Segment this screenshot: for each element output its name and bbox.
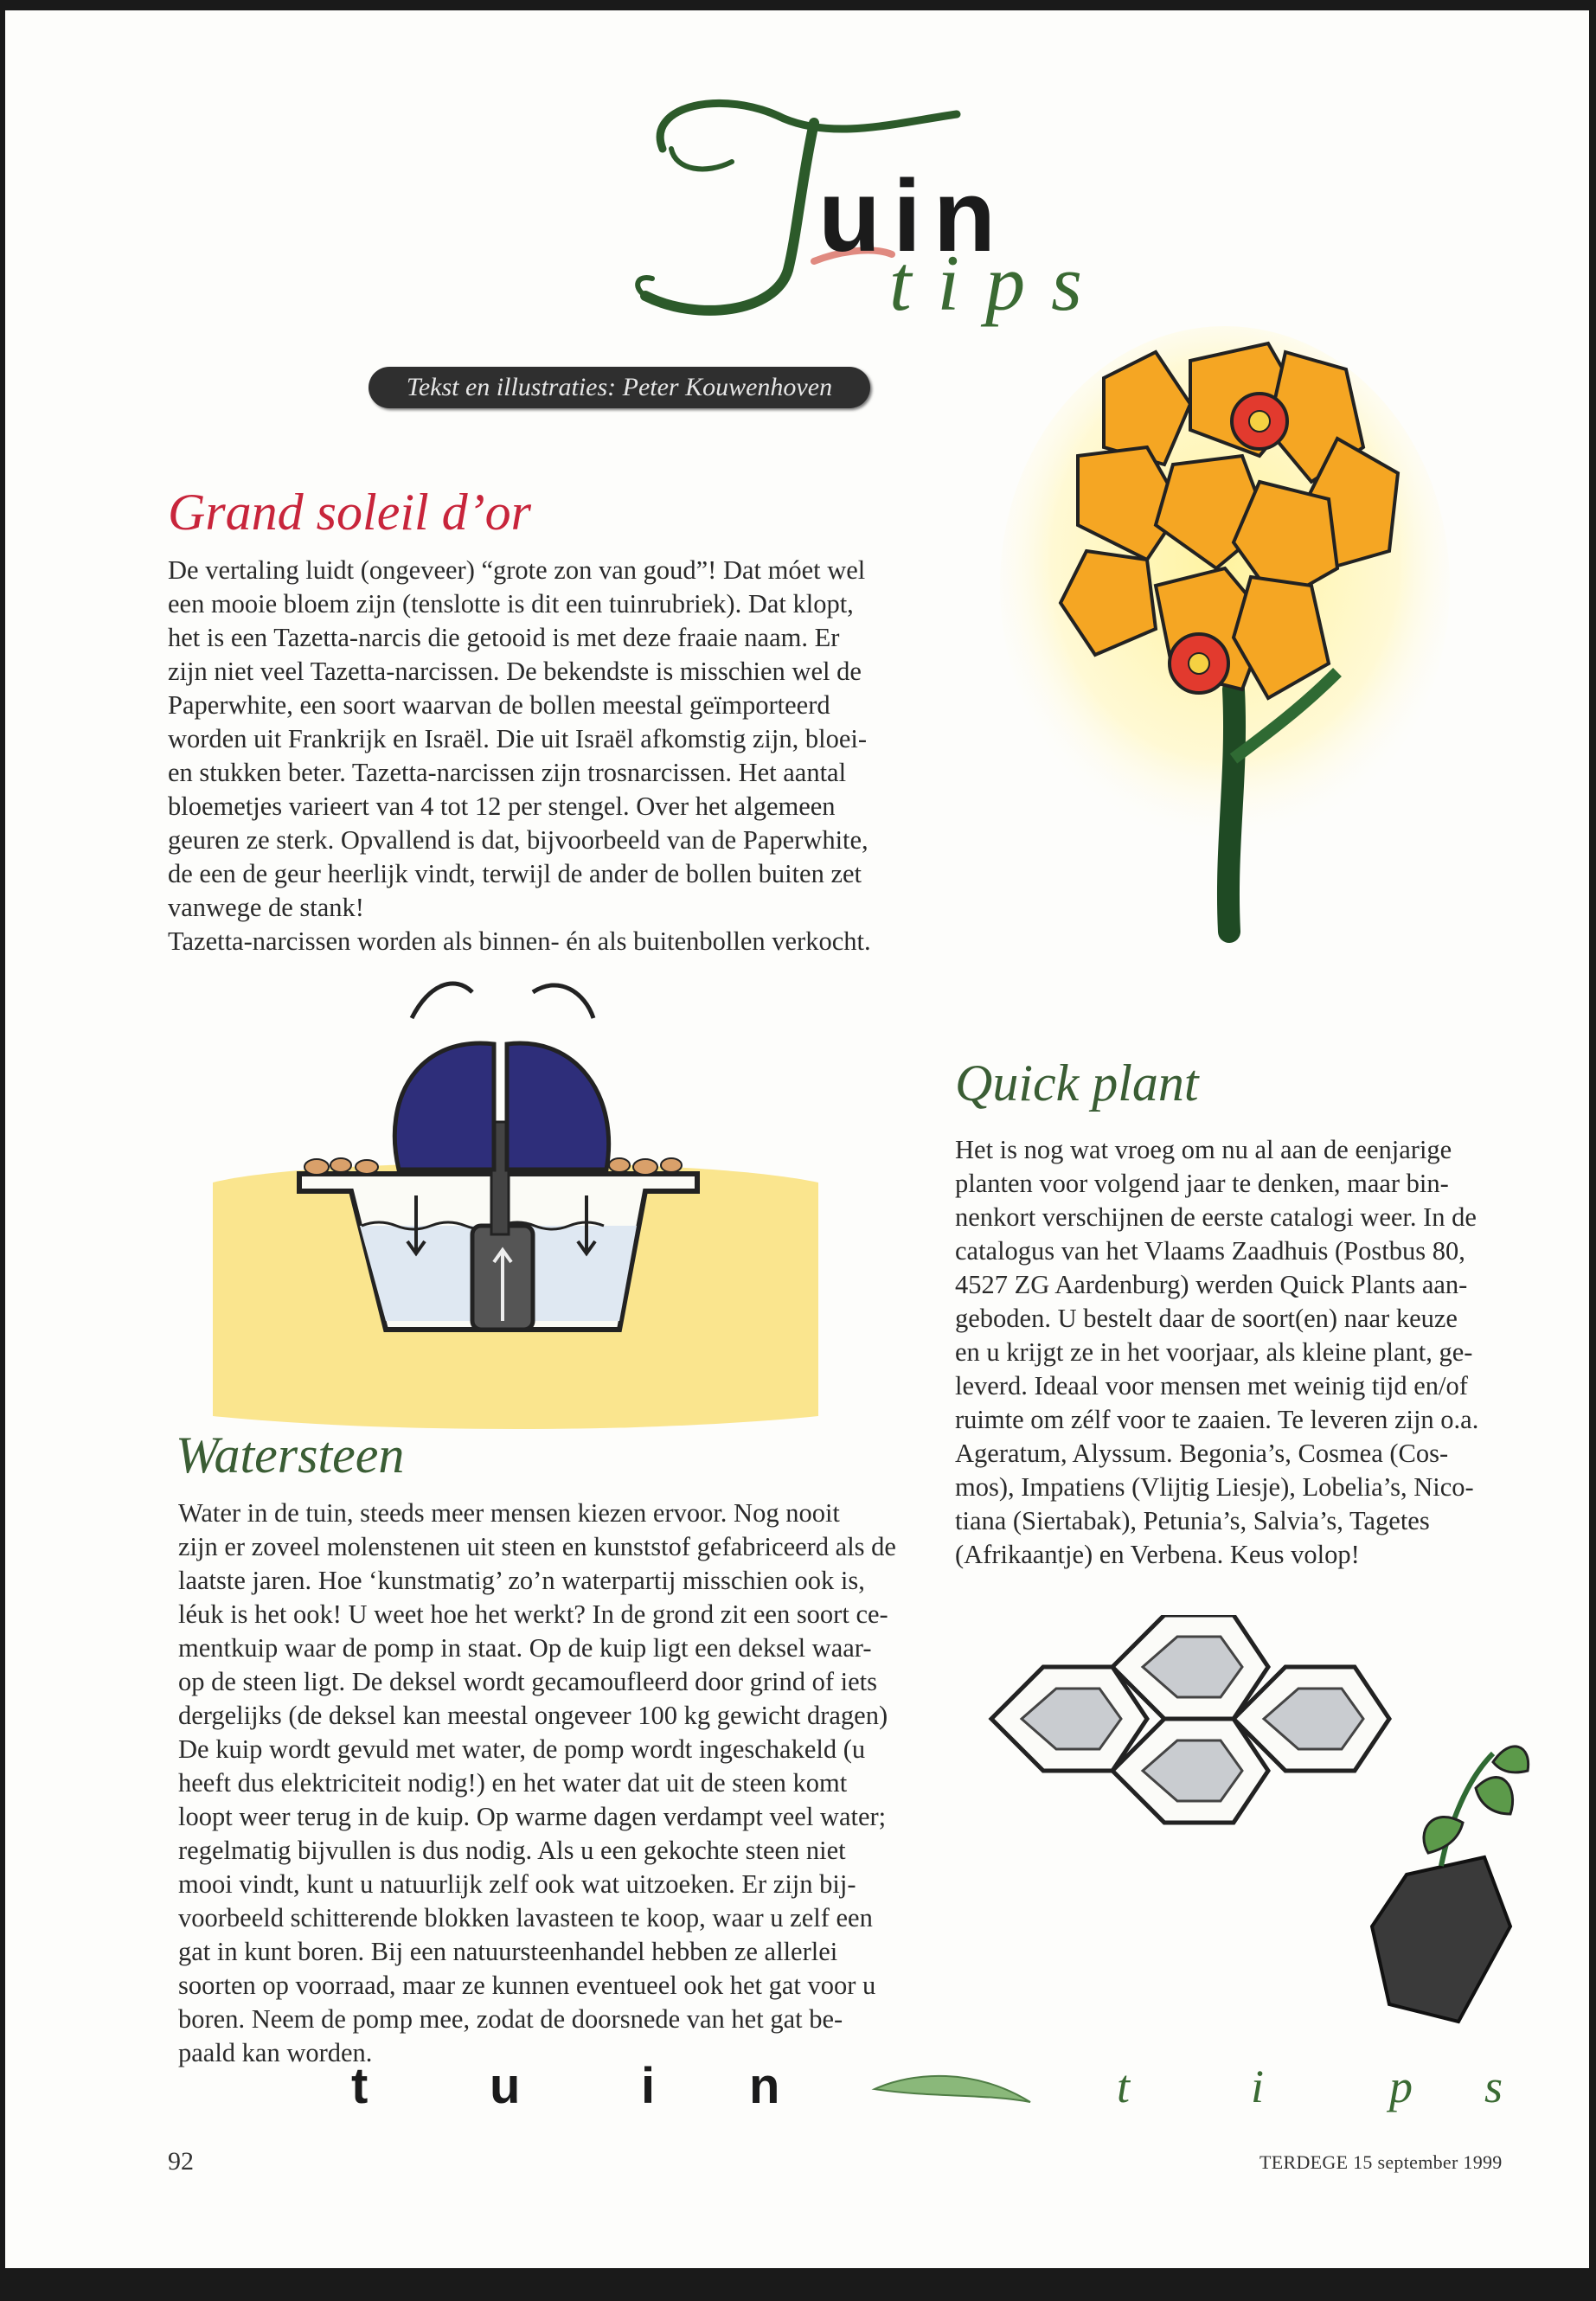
leaf-swash-icon xyxy=(870,2067,1035,2111)
body-line: een mooie bloem zijn (tenslotte is dit een tuinrubriek). Dat klopt, xyxy=(168,589,854,619)
article-title-grand-soleil: Grand soleil d’or xyxy=(168,484,531,541)
body-line: Paperwhite, een soort waarvan de bollen meestal geïmporteerd xyxy=(168,690,830,720)
watersteen-illustration xyxy=(213,966,818,1433)
body-line: voorbeeld schitterende blokken lavasteen te koop, waar u zelf een xyxy=(178,1903,873,1932)
body-line: 4527 ZG Aardenburg) werden Quick Plants aan- xyxy=(955,1270,1468,1299)
body-line: en stukken beter. Tazetta-narcissen zijn trosnarcissen. Het aantal xyxy=(168,758,847,787)
body-line: tiana (Siertabak), Petunia’s, Salvia’s, Tagetes xyxy=(955,1506,1430,1535)
body-line: zijn er zoveel molenstenen uit steen en kunststof gefabriceerd als de xyxy=(178,1532,896,1561)
footer-letter: t xyxy=(1117,2061,1131,2112)
body-line: geboden. U bestelt daar de soort(en) naar keuze xyxy=(955,1304,1458,1333)
footer-letter: t xyxy=(351,2058,369,2114)
body-line: planten voor volgend jaar te denken, maar bin- xyxy=(955,1169,1449,1198)
body-line: léuk is het ook! U weet hoe het werkt? In de grond zit een soort ce- xyxy=(178,1599,888,1629)
body-line: bloemetjes varieert van 4 tot 12 per stengel. Over het algemeen xyxy=(168,792,836,821)
body-line: Ageratum, Alyssum. Begonia’s, Cosmea (Cos- xyxy=(955,1439,1449,1468)
body-line: soorten op voorraad, maar ze kunnen eventueel ook het gat voor u xyxy=(178,1971,876,2000)
body-line: op de steen ligt. De deksel wordt gecamoufleerd door grind of iets xyxy=(178,1667,878,1696)
body-line: heeft dus elektriciteit nodig!) en het water dat uit de steen komt xyxy=(178,1768,848,1798)
body-line: loopt weer terug in de kuip. Op warme dagen verdampt veel water; xyxy=(178,1802,887,1831)
issue-line: TERDEGE 15 september 1999 xyxy=(1259,2151,1503,2173)
magazine-page xyxy=(5,10,1589,2268)
footer-running-title xyxy=(351,2058,1580,2114)
masthead-subtitle: tips xyxy=(889,239,1108,327)
body-line: worden uit Frankrijk en Israël. Die uit Israël afkomstig zijn, bloei- xyxy=(168,724,868,753)
body-line: paald kan worden. xyxy=(178,2038,373,2067)
body-line: (Afrikaantje) en Verbena. Keus volop! xyxy=(955,1540,1360,1569)
body-line: de een de geur heerlijk vindt, terwijl de ander de bollen buiten zet xyxy=(168,859,862,888)
body-line: laatste jaren. Hoe ‘kunstmatig’ zo’n waterpartij misschien ook is, xyxy=(178,1566,865,1595)
body-line: en u krijgt ze in het voorjaar, als kleine plant, ge- xyxy=(955,1337,1473,1367)
body-line: mooi vindt, kunt u natuurlijk zelf ook wat uitzoeken. Er zijn bij- xyxy=(178,1869,856,1899)
body-line: geuren ze sterk. Opvallend is dat, bijvoorbeeld van de Paperwhite, xyxy=(168,825,869,855)
article-title-watersteen: Watersteen xyxy=(176,1426,405,1484)
body-line: zijn niet veel Tazetta-narcissen. De bekendste is misschien wel de xyxy=(168,657,862,686)
body-line: De kuip wordt gevuld met water, de pomp wordt ingeschakeld (u xyxy=(178,1734,866,1764)
body-line: regelmatig bijvullen is dus nodig. Als u een gekochte steen niet xyxy=(178,1836,846,1865)
body-line: Tazetta-narcissen worden als binnen- én als buitenbollen verkocht. xyxy=(168,926,871,956)
body-line: dergelijks (de deksel kan meestal ongeveer 100 kg gewicht dragen) xyxy=(178,1701,888,1730)
body-line: catalogus van het Vlaams Zaadhuis (Postbus 80, xyxy=(955,1236,1465,1266)
footer-letter: i xyxy=(1251,2061,1265,2112)
page-number: 92 xyxy=(168,2147,194,2176)
body-line: gat in kunt boren. Bij een natuursteenhandel hebben ze allerlei xyxy=(178,1937,838,1966)
body-line: vanwege de stank! xyxy=(168,893,364,922)
article-body-quick-plant xyxy=(955,1133,1500,1572)
body-line: leverd. Ideaal voor mensen met weinig tijd en/of xyxy=(955,1371,1468,1400)
footer-letter: n xyxy=(749,2058,780,2114)
byline-badge: Tekst en illustraties: Peter Kouwenhoven xyxy=(369,367,870,408)
footer-letter: i xyxy=(641,2058,656,2114)
footer-letter: s xyxy=(1484,2061,1503,2112)
body-line: nenkort verschijnen de eerste catalogi weer. In de xyxy=(955,1202,1477,1232)
narcissus-illustration xyxy=(974,326,1458,949)
article-title-quick-plant: Quick plant xyxy=(955,1054,1199,1112)
body-line: mos), Impatiens (Vlijtig Liesje), Lobelia’s, Nico- xyxy=(955,1472,1474,1502)
masthead xyxy=(611,88,1216,348)
seedling-tray-illustration xyxy=(957,1615,1545,2039)
article-body-grand-soleil xyxy=(168,554,910,958)
footer-letter: u xyxy=(490,2058,521,2114)
footer-letter: p xyxy=(1389,2061,1413,2112)
body-line: boren. Neem de pomp mee, zodat de doorsnede van het gat be- xyxy=(178,2004,843,2034)
body-line: ruimte om zélf voor te zaaien. Te leveren zijn o.a. xyxy=(955,1405,1479,1434)
article-body-watersteen xyxy=(178,1497,922,2070)
body-line: het is een Tazetta-narcis die getooid is met deze fraaie naam. Er xyxy=(168,623,840,652)
body-line: Het is nog wat vroeg om nu al aan de eenjarige xyxy=(955,1135,1452,1164)
body-line: De vertaling luidt (ongeveer) “grote zon van goud”! Dat móet wel xyxy=(168,555,866,585)
body-line: Water in de tuin, steeds meer mensen kiezen ervoor. Nog nooit xyxy=(178,1498,840,1528)
body-line: mentkuip waar de pomp in staat. Op de kuip ligt een deksel waar- xyxy=(178,1633,872,1663)
masthead-title: uin xyxy=(818,159,1008,273)
